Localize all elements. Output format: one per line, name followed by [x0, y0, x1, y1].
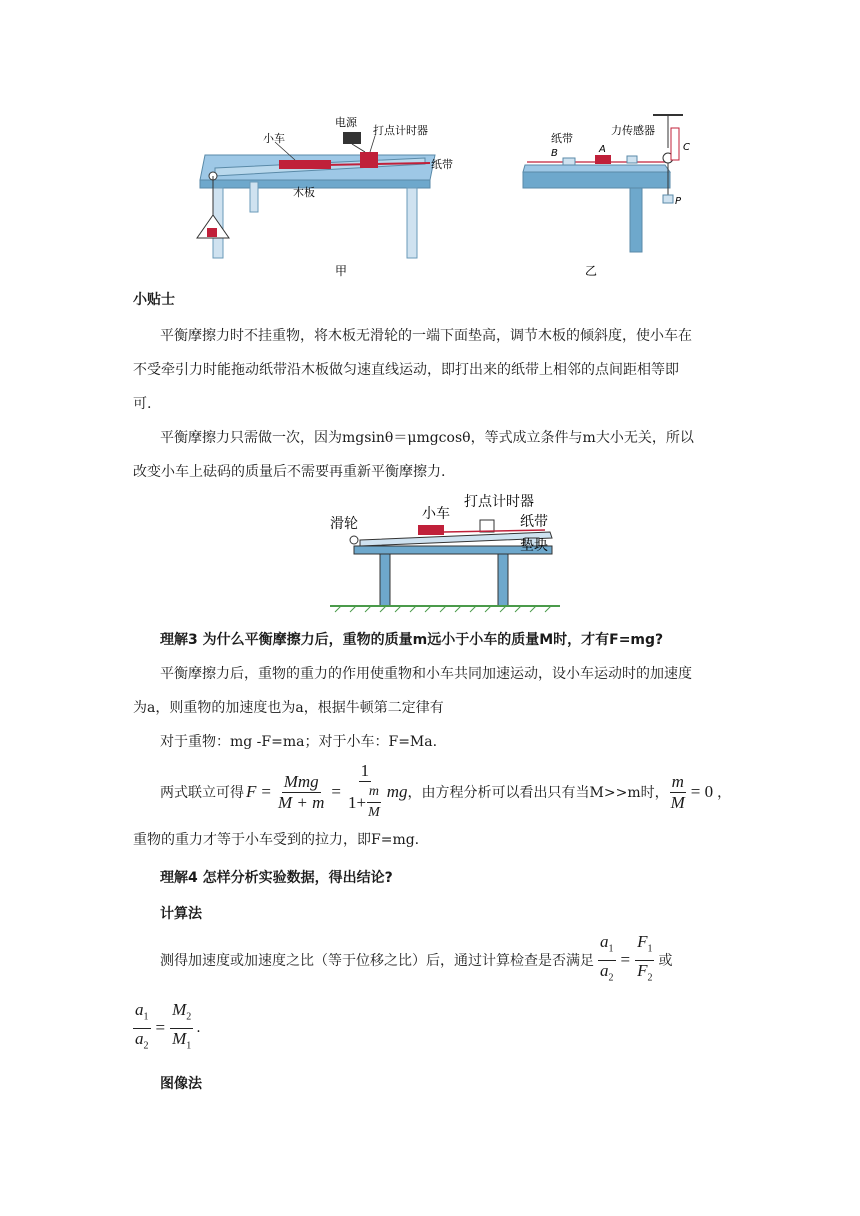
- power-source: [343, 132, 361, 144]
- calc-line: [160, 932, 673, 984]
- section3-line1: 平衡摩擦力后，重物的重力的作用使重物和小车共同加速运动，设小车运动时的加速度: [160, 666, 692, 682]
- section3-heading: 理解3 为什么平衡摩擦力后，重物的质量m远小于小车的质量M时，才有F=mg?: [160, 632, 664, 648]
- tips-para1-line1: 平衡摩擦力时不挂重物，将木板无滑轮的一端下面垫高，调节木板的倾斜度，使小车在: [160, 328, 692, 344]
- caption-jia: 甲: [335, 264, 348, 278]
- label-pulley: 滑轮: [330, 516, 358, 532]
- label-cart-fig2: 小车: [422, 506, 450, 522]
- label-A: A: [599, 144, 606, 155]
- label-tape-jia: 纸带: [431, 158, 453, 171]
- setup-yi: [523, 115, 690, 278]
- label-timer-fig2: 打点计时器: [464, 494, 534, 510]
- label-block-fig2: 垫块: [520, 538, 548, 554]
- force-sensor: [627, 156, 637, 163]
- section3-line2: 为a，则重物的加速度也为a，根据牛顿第二定律有: [133, 700, 444, 716]
- figure-experiment-setups: [175, 110, 720, 280]
- section3-line3: 对于重物：mg -F=ma；对于小车：F=Ma.: [160, 734, 438, 750]
- label-P: P: [675, 196, 682, 207]
- tips-heading: 小贴士: [133, 292, 175, 308]
- calc-or: 或: [658, 953, 673, 969]
- tips-para1-line2: 不受牵引力时能拖动纸带沿木板做匀速直线运动，即打出来的纸带上相邻的点间距相等即: [133, 362, 679, 378]
- setup-jia: [197, 115, 453, 278]
- tips-para1-line3: 可.: [133, 396, 152, 412]
- tips-para2-line2: 改变小车上砝码的质量后不需要再重新平衡摩擦力.: [133, 464, 446, 480]
- figure-friction-balance: [330, 492, 560, 617]
- timer-jia: [360, 152, 378, 168]
- eq-end: ，: [717, 785, 732, 801]
- label-timer-jia: 打点计时器: [373, 124, 428, 137]
- caption-yi: 乙: [585, 264, 598, 278]
- label-cart-jia: 小车: [263, 132, 285, 145]
- timer-fig2: [480, 520, 494, 532]
- label-power: 电源: [335, 116, 357, 129]
- section4-heading: 理解4 怎样分析实验数据，得出结论?: [160, 870, 393, 886]
- calc-line2: [133, 1000, 201, 1052]
- label-tape-yi: 纸带: [551, 132, 573, 145]
- tips-para2-line1: 平衡摩擦力只需做一次，因为mgsinθ＝μmgcosθ，等式成立条件与m大小无关，所以: [160, 430, 694, 446]
- cart-fig2: [418, 525, 444, 535]
- weight-jia: [207, 228, 217, 237]
- cart-jia: [279, 160, 331, 169]
- section4-sub2: 图像法: [160, 1076, 202, 1092]
- label-B: B: [551, 148, 558, 159]
- eq-prefix: 两式联立可得: [160, 785, 244, 801]
- eq-mid: ，由方程分析可以看出只有当M>>m时，: [407, 785, 669, 801]
- calc-formula-1: $\frac{a_1}{a_2}$ = $\frac{F_1}{F_2}$: [600, 932, 653, 983]
- weight-P: [663, 195, 673, 203]
- section3-line5: 重物的重力才等于小车受到的拉力，即F=mg.: [133, 832, 420, 848]
- label-board: 木板: [293, 186, 315, 199]
- pulley-icon: [350, 536, 358, 544]
- label-tape-fig2: 纸带: [520, 514, 548, 530]
- eq-ratio: $\frac{m}{M}$ = 0: [670, 771, 714, 812]
- label-C: C: [683, 142, 690, 153]
- cart-A: [595, 155, 611, 164]
- calc-formula-2: $\frac{a_1}{a_2}$ = $\frac{M_2}{M_1}$: [135, 1000, 192, 1051]
- calc-text: 测得加速度或加速度之比（等于位移之比）后，通过计算检查是否满足: [160, 953, 594, 969]
- calc-end: .: [196, 1020, 201, 1036]
- block-B: [563, 158, 575, 165]
- section3-equation-line: [160, 760, 731, 824]
- section4-sub1: 计算法: [160, 906, 202, 922]
- eq-formula: F = $\frac{\text{Mmg}}{M + m}$ = 1 1+ $\frac{m}{M}$ mg: [246, 761, 408, 820]
- label-sensor: 力传感器: [611, 124, 655, 137]
- spring-scale-C: [671, 128, 679, 160]
